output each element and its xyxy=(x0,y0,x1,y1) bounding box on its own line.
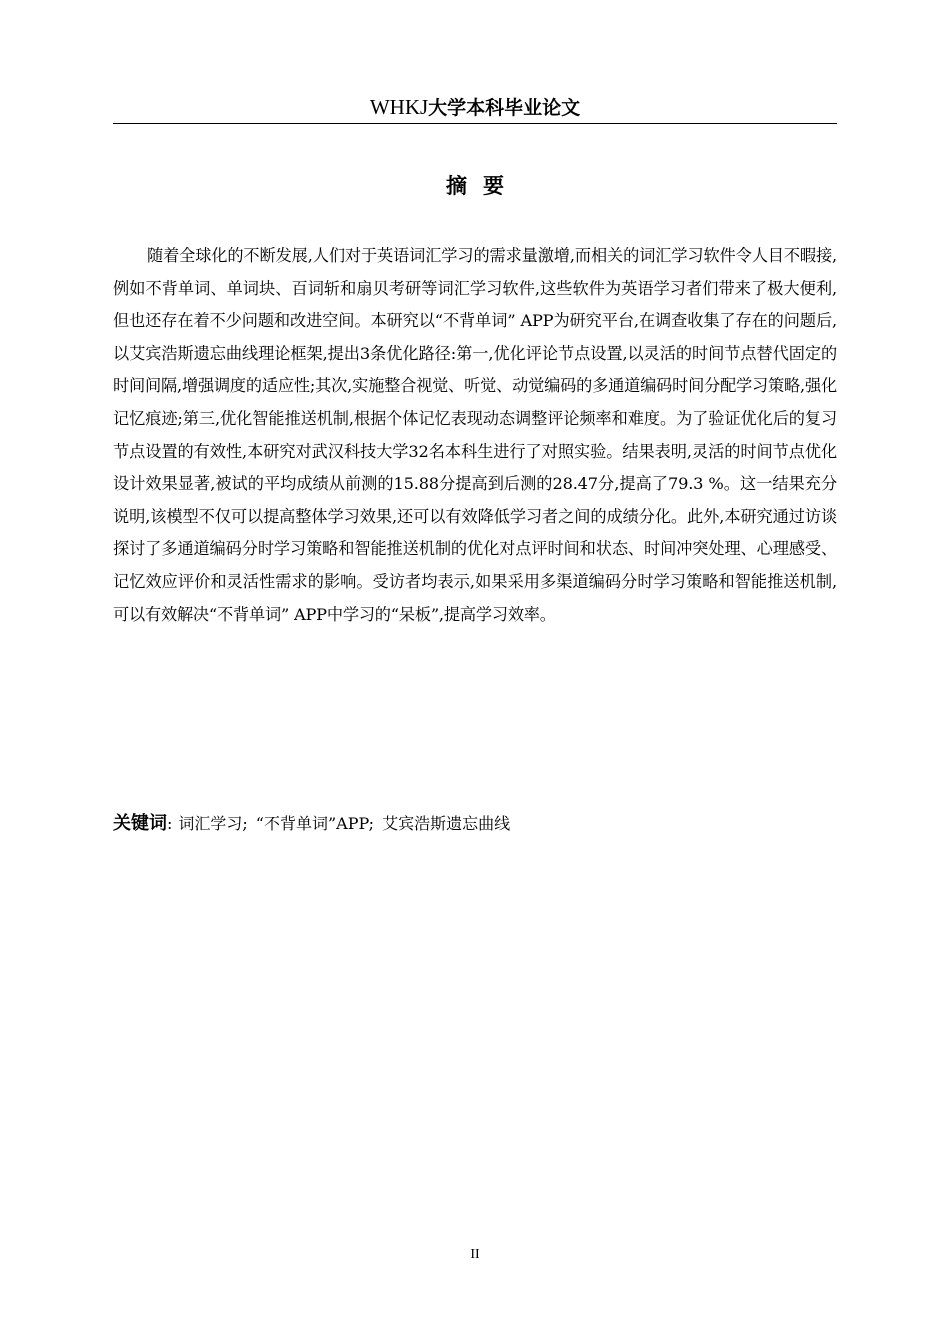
header-university-code: WHKJ xyxy=(369,95,429,119)
header-divider xyxy=(113,123,837,124)
page-header xyxy=(113,92,837,123)
keyword-item: 词汇学习; xyxy=(178,814,248,833)
keywords-separator: : xyxy=(167,814,173,833)
abstract-body: 随着全球化的不断发展,人们对于英语词汇学习的需求量激增,而相关的词汇学习软件令人目不暇接,例如不背单词、单词块、百词斩和扇贝考研等词汇学习软件,这些软件为英语学习者们带来了极大便利,但也还存在着不少问题和改进空间。本研究以“不背单词” APP为研究平台,在调查收集了存在的问题后,以艾宾浩斯遗忘曲线理论框架,提出3条优化路径:第一,优化评论节点设置,以灵活的时间节点替代固定的时间间隔,增强调度的适应性;其次,实施整合视觉、听觉、动觉编码的多通道编码时间分配学习策略,强化记忆痕迹;第三,优化智能推送机制,根据个体记忆表现动态调整评论频率和难度。为了验证优化后的复习节点设置的有效性,本研究对武汉科技大学32名本科生进行了对照实验。结果表明,灵活的时间节点优化设计效果显著,被试的平均成绩从前测的15.88分提高到后测的28.47分,提高了79.3 %。这一结果充分说明,该模型不仅可以提高整体学习效果,还可以有效降低学习者之间的成绩分化。此外,本研究通过访谈探讨了多通道编码分时学习策略和智能推送机制的优化对点评时间和状态、时间冲突处理、心理感受、记忆效应评价和灵活性需求的影响。受访者均表示,如果采用多渠道编码分时学习策略和智能推送机制,可以有效解决“不背单词” APP中学习的“呆板”,提高学习效率。 xyxy=(113,246,837,624)
keywords-line xyxy=(113,808,837,840)
keyword-item: 艾宾浩斯遗忘曲线 xyxy=(382,814,511,833)
keyword-item: “不背单词”APP; xyxy=(255,814,375,833)
header-thesis-type: 大学本科毕业论文 xyxy=(428,97,581,119)
keywords-label: 关键词 xyxy=(113,813,167,834)
page-number: II xyxy=(470,1247,480,1262)
abstract-title: 摘要 xyxy=(446,174,520,198)
